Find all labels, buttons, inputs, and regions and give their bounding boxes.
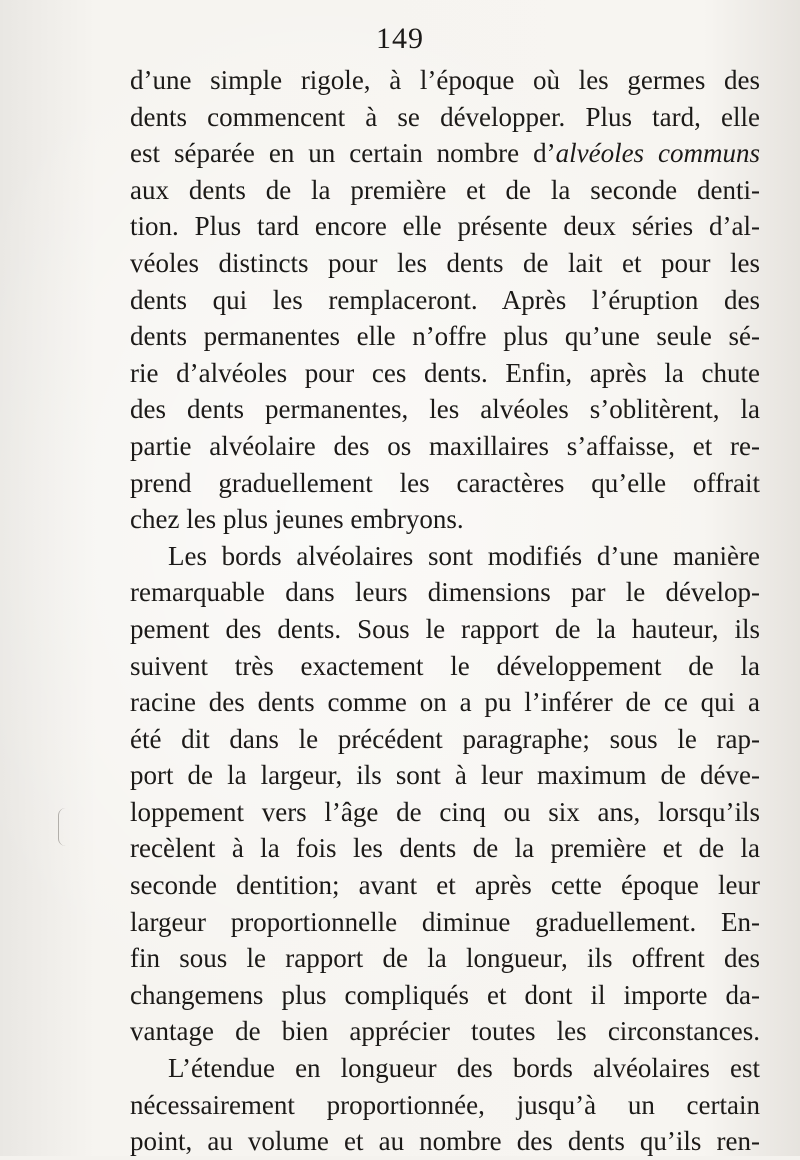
margin-mark [58,808,73,846]
text-line: véoles distincts pour les dents de lait et pour les [130,247,760,278]
text-line: d’une simple rigole, à l’époque où les germes des [130,65,760,95]
text-line: prend graduellement les caractères qu’elle offrait [130,467,760,498]
text-line: suivent très exactement le développement de la [130,650,760,681]
body-text [130,62,760,1160]
text-line: loppement vers l’âge de cinq ou six ans, lorsqu’ils [130,796,760,827]
italic-term: alvéoles communs [555,138,760,169]
text-line: dents permanentes elle n’offre plus qu’une seule sé- [130,321,760,352]
text-line: dents commencent à se développer. Plus tard, elle [130,101,760,132]
text-line: nécessairement proportionnée, jusqu’à un certain [130,1089,760,1120]
text-line: racine des dents comme on a pu l’inférer de ce qui a [130,687,760,718]
text-line: aux dents de la première et de la seconde denti- [130,174,760,205]
text-line: point, au volume et au nombre des dents qu’ils ren- [130,1126,760,1157]
text-line: partie alvéolaire des os maxillaires s’affaisse, et re- [130,430,760,461]
text-line: est séparée en un certain nombre d’alvéoles communs [130,138,760,169]
text-line: pement des dents. Sous le rapport de la hauteur, ils [130,613,760,644]
text-line: vantage de bien apprécier toutes les circonstances. [130,1016,760,1047]
text-line: fin sous le rapport de la longueur, ils offrent des [130,943,760,974]
text-line: rie d’alvéoles pour ces dents. Enfin, après la chute [130,357,760,388]
text-line: L’étendue en longueur des bords alvéolaires est [168,1053,760,1084]
page-number: 149 [376,22,424,55]
text-line: des dents permanentes, les alvéoles s’oblitèrent, la [130,394,760,425]
text-line: remarquable dans leurs dimensions par le dévelop- [130,577,760,608]
text-line: tion. Plus tard encore elle présente deux séries d’al- [130,211,760,242]
text-line: dents qui les remplaceront. Après l’éruption des [130,284,760,315]
text-line: chez les plus jeunes embryons. [130,504,464,535]
text-line: largeur proportionnelle diminue graduellement. En- [130,906,760,937]
text-line: recèlent à la fois les dents de la première et de la [130,833,760,864]
text-line: changemens plus compliqués et dont il importe da- [130,979,760,1010]
text-line: Les bords alvéolaires sont modifiés d’une manière [168,540,760,571]
text-line: port de la largeur, ils sont à leur maximum de déve- [130,760,760,791]
text-line: seconde dentition; avant et après cette époque leur [130,870,760,901]
text-line: été dit dans le précédent paragraphe; sous le rap- [130,723,760,754]
